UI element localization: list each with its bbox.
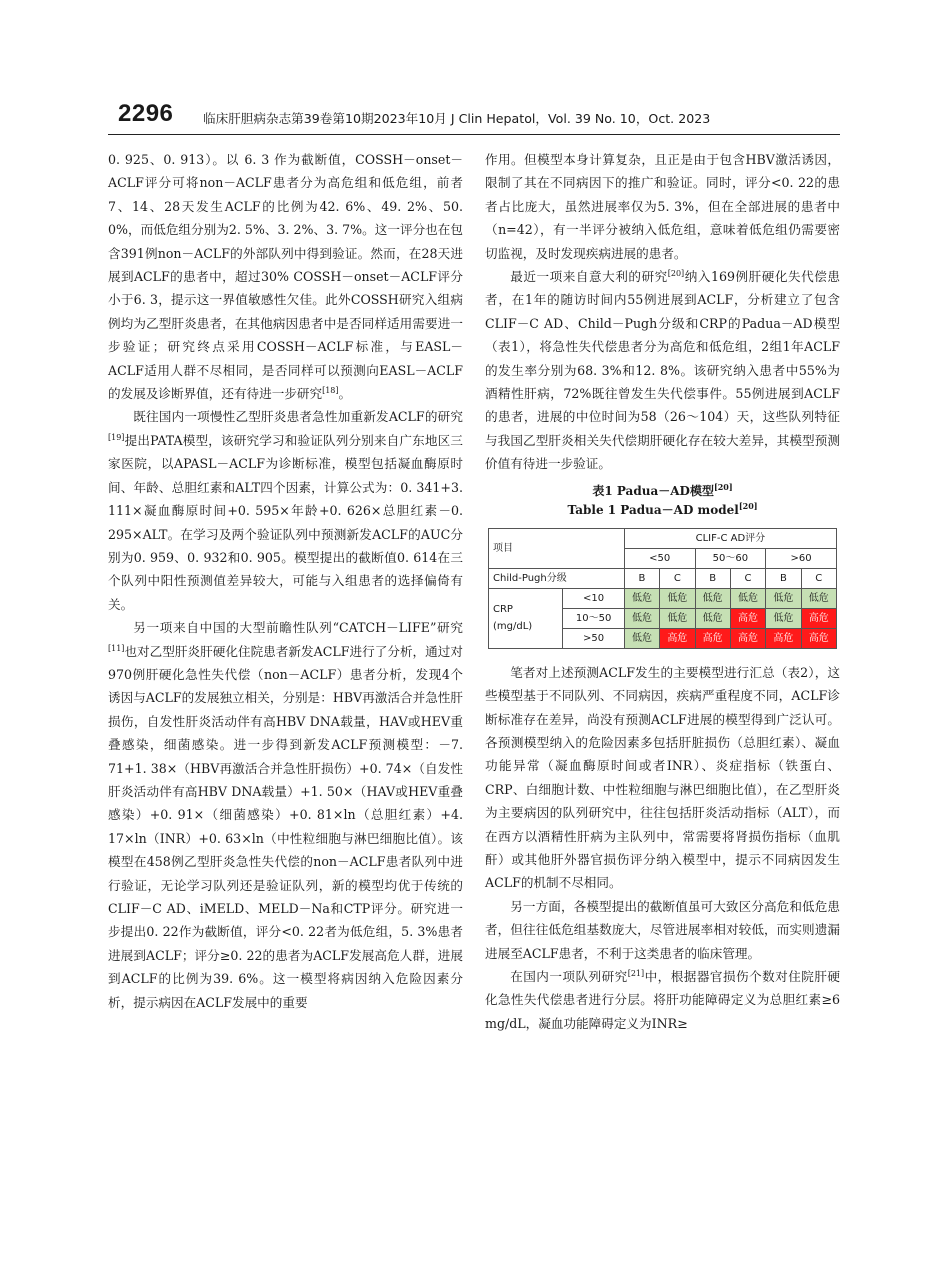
risk-cell: 低危 [730,588,765,608]
cp-grade: B [695,568,730,588]
crp-range: >50 [563,628,624,648]
range-header: <50 [624,548,695,568]
risk-cell: 低危 [624,628,659,648]
paragraph: 作用。但模型本身计算复杂，且正是由于包含HBV激活诱因，限制了其在不同病因下的推广和验证。同时，评分<0. 22的患者占比庞大，虽然进展率仅为5. 3%，但在全部进展的患者中（n=42），有一半评分被纳入低危组，意味着低危组仍需要密切监视，及时发现疾病进展的患者。 [485,152,840,261]
risk-cell: 低危 [766,608,801,628]
crp-label: CRP (mg/dL) [489,588,563,648]
header-rule [108,134,840,135]
cp-grade: B [624,568,659,588]
paragraph: 在国内一项队列研究[21]中，根据器官损伤个数对住院肝硬化急性失代偿患者进行分层。将肝功能障碍定义为总胆红素≥6 mg/dL，凝血功能障碍定义为INR≥ [485,968,841,1031]
risk-cell: 低危 [624,588,659,608]
table-caption-cn: 表1 Padua－AD模型[20] [592,481,733,498]
crp-range: 10～50 [563,608,624,628]
risk-cell: 低危 [766,588,801,608]
paragraph: 最近一项来自意大利的研究[20]纳入169例肝硬化失代偿患者，在1年的随访时间内55例进展到ACLF，分析建立了包含CLIF－C AD、Child－Pugh分级和CRP的Padua－AD模型（表1），将急性失代偿患者分为高危和低危组，2组1年ACLF的发生率分别为68. 3%和12. 8%。该研究纳入患者中55%为酒精性肝病，72%既往曾发生失代偿事件。55例进展到ACLF的患者，进展的中位时间为58（26～104）天，这些队列特征与我国乙型肝炎相关失代偿期肝硬化存在较大差异，其模型预测价值有待进一步验证。 [485,268,841,472]
risk-cell: 高危 [766,628,801,648]
cp-grade: C [730,568,765,588]
left-column [108,148,463,1014]
range-header: 50～60 [695,548,766,568]
risk-cell: 低危 [660,608,695,628]
journal-running-title: 临床肝胆病杂志第39卷第10期2023年10月 J Clin Hepatol，Vol. 39 No. 10，Oct. 2023 [203,111,711,126]
risk-cell: 高危 [801,608,836,628]
risk-cell: 低危 [660,588,695,608]
risk-cell: 低危 [695,608,730,628]
paragraph: 另一方面，各模型提出的截断值虽可大致区分高危和低危患者，但往往低危组基数庞大，尽管进展率相对较低，而实则遗漏进展至ACLF患者，不利于这类患者的临床管理。 [485,898,840,961]
paragraph: 另一项来自中国的大型前瞻性队列“CATCH－LIFE”研究[11]也对乙型肝炎肝硬化住院患者新发ACLF进行了分析，通过对970例肝硬化急性失代偿（non－ACLF）患者分析，发现4个诱因与ACLF的发展独立相关，分别是：HBV再激活合并急性肝损伤，自发性肝炎活动伴有高HBV DNA载量，HAV或HEV重叠感染，细菌感染。进一步得到新发ACLF预测模型：－7. 71+1. 38×（HBV再激活合并急性肝损伤）+0. 74×（自发性肝炎活动伴有高HBV DNA载量）+1. 50×（HAV或HEV重叠感染）+0. 91×（细菌感染）+0. 81×ln（总胆红素）+4. 17×ln（INR）+0. 63×ln（中性粒细胞与淋巴细胞比值）。该模型在458例乙型肝炎急性失代偿的non－ACLF患者队列中进行验证，无论学习队列还是验证队列，新的模型均优于传统的CLIF－C AD、iMELD、MELD－Na和CTP评分。研究进一步提出0. 22作为截断值，评分<0. 22者为低危组，5. 3%患者进展到ACLF；评分≥0. 22的患者为ACLF发展高危人群，进展到ACLF的比例为39. 6%。这一模型将病因纳入危险因素分析，提示病因在ACLF发展中的重要 [108,620,463,1010]
page-header [108,96,840,136]
item-header: 项目 [489,528,625,568]
range-header: >60 [766,548,837,568]
risk-cell: 高危 [801,628,836,648]
padua-ad-table [488,528,837,649]
risk-cell: 高危 [695,628,730,648]
right-column [485,148,840,1035]
cp-grade: B [766,568,801,588]
cp-grade: C [801,568,836,588]
table-caption-en: Table 1 Padua－AD model[20] [567,500,758,517]
cp-grade: C [660,568,695,588]
paragraph: 0. 925、0. 913）。以 6. 3 作为截断值，COSSH－onset－ACLF评分可将non－ACLF患者分为高危组和低危组，前者7、14、28天发生ACLF的比例为42. 6%、49. 2%、50. 0%，而低危组分别为2. 5%、3. 2%、3. 7%。这一评分也在包含391例non－ACLF的外部队列中得到验证。然而，在28天进展到ACLF的患者中，超过30% COSSH－onset－ACLF评分小于6. 3，提示这一界值敏感性欠佳。此外COSSH研究入组病例均为乙型肝炎患者，在其他病因患者中是否同样适用需要进一步验证；研究终点采用COSSH－ACLF标准，与EASL－ACLF适用人群不尽相同，是否同样可以预测向EASL－ACLF的发展及诊断界值，还有待进一步研究[18]。 [108,152,463,402]
risk-cell: 高危 [730,608,765,628]
score-header: CLIF-C AD评分 [624,528,836,548]
risk-cell: 低危 [624,608,659,628]
risk-cell: 低危 [801,588,836,608]
child-pugh-label: Child-Pugh分级 [489,568,625,588]
risk-cell: 低危 [695,588,730,608]
risk-cell: 高危 [660,628,695,648]
paragraph: 既往国内一项慢性乙型肝炎患者急性加重新发ACLF的研究[19]提出PATA模型，该研究学习和验证队列分别来自广东地区三家医院，以APASL－ACLF为诊断标准，模型包括凝血酶原时间、年龄、总胆红素和ALT四个因素，计算公式为：0. 341+3. 111×凝血酶原时间+0. 595×年龄+0. 626×总胆红素－0. 295×ALT。在学习及两个验证队列中预测新发ACLF的AUC分别为0. 959、0. 932和0. 905。模型提出的截断值0. 614在三个队列中阳性预测值差异较大，可能与入组患者的选择偏倚有关。 [108,409,463,612]
paragraph: 笔者对上述预测ACLF发生的主要模型进行汇总（表2），这些模型基于不同队列、不同病因，疾病严重程度不同，ACLF诊断标准存在差异，尚没有预测ACLF进展的模型得到广泛认可。各预测模型纳入的危险因素多包括肝脏损伤（总胆红素）、凝血功能异常（凝血酶原时间或者INR）、炎症指标（铁蛋白、CRP、白细胞计数、中性粒细胞与淋巴细胞比值），在乙型肝炎为主要病因的队列研究中，往往包括肝炎活动指标（ALT），而在西方以酒精性肝病为主队列中，常需要将肾损伤指标（血肌酐）或其他肝外器官损伤评分纳入模型中，提示不同病因发生ACLF的机制不尽相同。 [485,664,840,891]
page-number: 2296 [118,100,174,127]
risk-cell: 高危 [730,628,765,648]
crp-range: <10 [563,588,624,608]
